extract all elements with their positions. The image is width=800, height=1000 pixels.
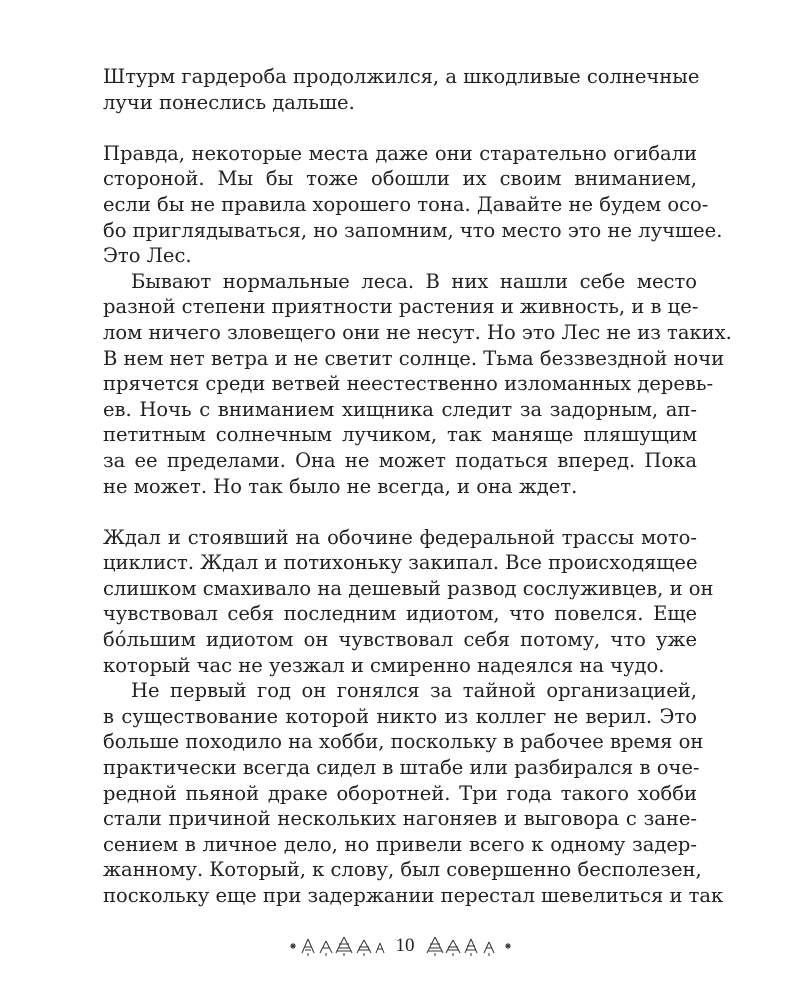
text-line: лом ничего зловещего они не несут. Но это Лес не из таких. — [103, 320, 732, 344]
text-line: если бы не правила хорошего тона. Давайте не будем осо- — [103, 192, 709, 216]
page-number: 10 — [395, 935, 415, 956]
text-line: редной пьяной драке оборотней. Три года такого хобби — [103, 781, 697, 805]
text-line: слишком смахивало на дешевый развод сослуживцев, и он — [103, 576, 714, 600]
text-line: стали причиной нескольких нагоняев и выговора с зане- — [103, 807, 697, 831]
text-line: практически всегда сидел в штабе или разбирался в оче- — [103, 756, 700, 780]
text-line: Не первый год он гонялся за тайной организацией, — [131, 679, 697, 703]
text-line: Это Лес. — [103, 244, 192, 268]
text-line: больше походило на хобби, поскольку в рабочее время он — [103, 730, 704, 754]
text-line: в существование которой никто из коллег не верил. Это — [103, 704, 697, 728]
text-line: Ждал и стоявший на обочине федеральной трассы мото- — [103, 525, 697, 549]
text-line: Правда, некоторые места даже они старательно огибали — [103, 141, 697, 165]
text-line: циклист. Ждал и потихоньку закипал. Все происходящее — [103, 551, 698, 575]
text-line: бо приглядываться, но запомним, что место это не лучшее. — [103, 218, 723, 242]
text-line: лучи понеслись дальше. — [103, 90, 355, 114]
text-line: стороной. Мы бы тоже обошли их своим вниманием, — [103, 167, 697, 191]
paragraph-gap — [103, 115, 697, 141]
text-line: В нем нет ветра и не светит солнце. Тьма беззвездной ночи — [103, 346, 725, 370]
tree-ornament-icon — [425, 935, 515, 957]
tree-ornament-icon — [286, 935, 386, 957]
paragraph-gap — [103, 499, 697, 525]
text-line: разной степени приятности растения и живность, и в це- — [103, 295, 699, 319]
page-footer — [0, 926, 800, 966]
text-line: бóльшим идиотом он чувствовал себя потому, что уже — [103, 628, 697, 652]
text-line: Штурм гардероба продолжился, а шкодливые солнечные — [103, 65, 700, 88]
text-line: не может. Но так было не всегда, и она ждет. — [103, 474, 578, 498]
page-text — [103, 64, 732, 909]
text-line: ев. Ночь с вниманием хищника следит за задорным, ап- — [103, 397, 697, 421]
text-line: прячется среди ветвей неестественно изломанных деревь- — [103, 372, 714, 396]
tree-ornament-right — [425, 935, 515, 957]
text-line: Бывают нормальные леса. В них нашли себе место — [131, 269, 697, 293]
text-line: сением в личное дело, но привели всего к одному задер- — [103, 832, 697, 856]
text-line: петитным солнечным лучиком, так маняще пляшущим — [103, 423, 697, 447]
text-line: который час не уезжал и смиренно надеялся на чудо. — [103, 653, 665, 677]
tree-ornament-left — [286, 935, 386, 957]
text-line: чувствовал себя последним идиотом, что повелся. Еще — [103, 602, 697, 626]
text-line: жанному. Который, к слову, был совершенно бесполезен, — [103, 858, 702, 882]
text-line: поскольку еще при задержании перестал шевелиться и так — [103, 884, 724, 907]
text-line: за ее пределами. Она не может податься вперед. Пока — [103, 448, 697, 472]
